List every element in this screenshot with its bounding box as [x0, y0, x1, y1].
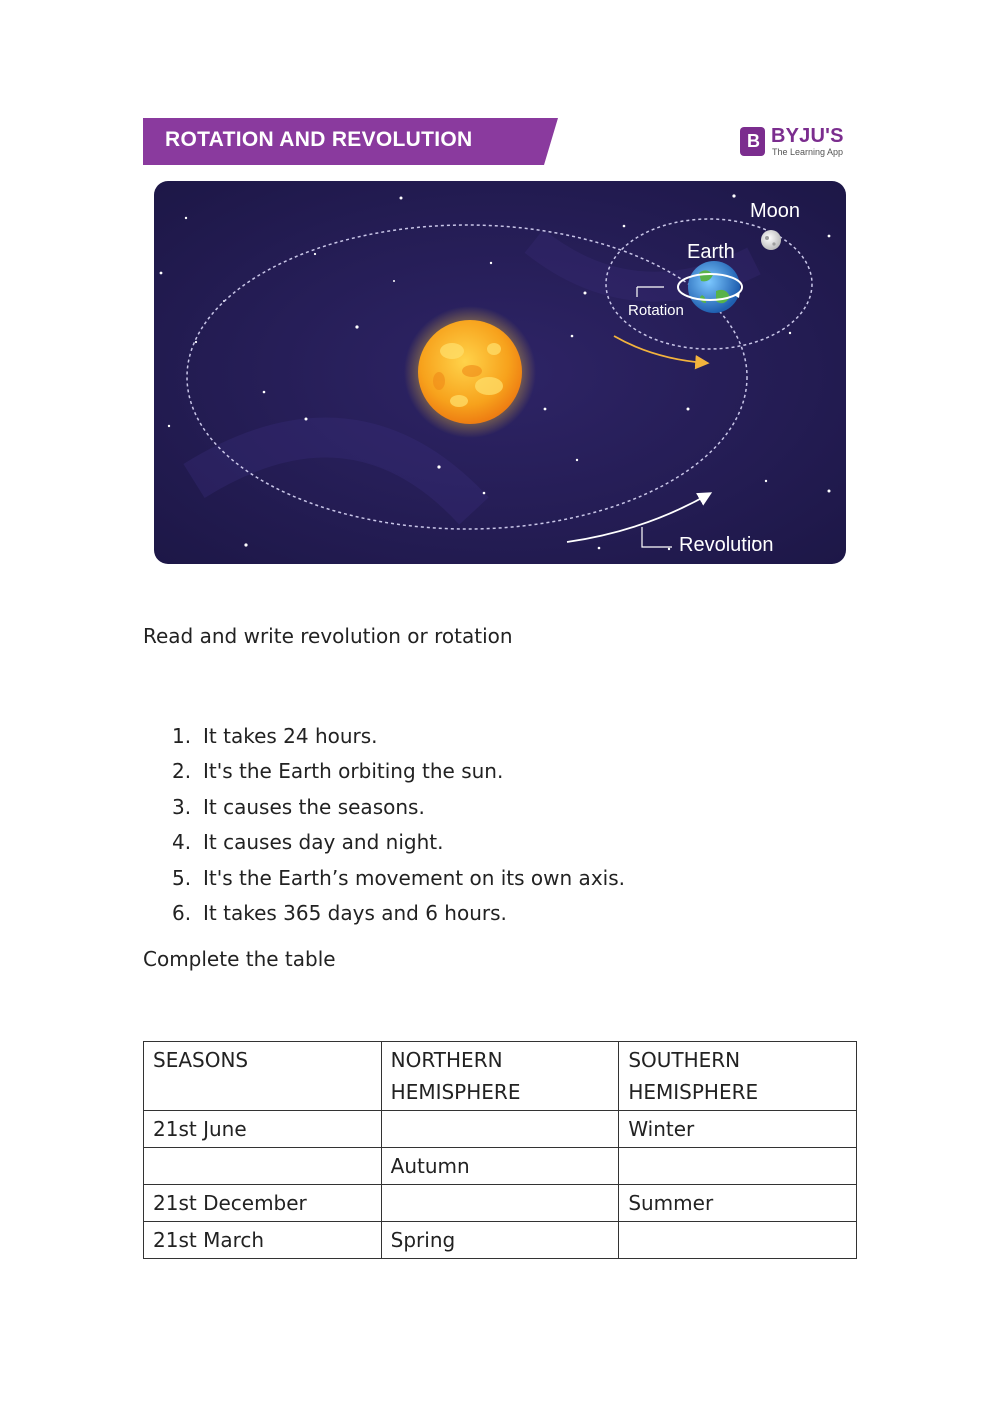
seasons-table [143, 1041, 857, 1259]
header-cell-seasons: SEASONS [144, 1042, 382, 1111]
question-number: 6. [172, 900, 192, 925]
table-cell[interactable] [144, 1148, 382, 1185]
instruction-read-write: Read and write revolution or rotation [143, 624, 513, 648]
moon [761, 230, 781, 250]
list-item [172, 757, 625, 792]
revolution-label: Revolution [679, 534, 774, 556]
space-scene [154, 181, 846, 564]
table-cell[interactable] [619, 1222, 857, 1259]
table-cell: Summer [619, 1185, 857, 1222]
list-item [172, 864, 625, 899]
byjus-logo [740, 126, 860, 160]
header-cell-northern: NORTHERN HEMISPHERE [381, 1042, 619, 1111]
list-item [172, 899, 625, 934]
page-title: ROTATION AND REVOLUTION [165, 128, 473, 151]
table-cell: Winter [619, 1111, 857, 1148]
question-number: 2. [172, 759, 192, 784]
table-header-row [144, 1042, 857, 1111]
table-cell[interactable] [619, 1148, 857, 1185]
question-text: It's the Earth orbiting the sun. [203, 759, 504, 784]
question-text: It causes the seasons. [203, 794, 425, 819]
earth [688, 261, 740, 313]
header-cell-southern: SOUTHERN HEMISPHERE [619, 1042, 857, 1111]
table-cell: Autumn [381, 1148, 619, 1185]
question-number: 4. [172, 830, 192, 855]
header-banner [143, 118, 558, 165]
table-cell: 21st June [144, 1111, 382, 1148]
question-text: It causes day and night. [203, 830, 444, 855]
logo-mark [740, 127, 765, 156]
table-row [144, 1111, 857, 1148]
question-number: 5. [172, 865, 192, 890]
earth-label: Earth [687, 241, 735, 263]
question-text: It's the Earth’s movement on its own axis. [203, 865, 625, 890]
table-cell[interactable] [381, 1111, 619, 1148]
table-row [144, 1148, 857, 1185]
question-number: 3. [172, 794, 192, 819]
table-row [144, 1222, 857, 1259]
table-cell: 21st December [144, 1185, 382, 1222]
table-row [144, 1185, 857, 1222]
moon-label: Moon [750, 200, 801, 222]
solar-system-illustration [154, 181, 846, 564]
question-text: It takes 365 days and 6 hours. [203, 900, 507, 925]
rotation-label: Rotation [628, 302, 684, 319]
logo-mark-letter: B [747, 131, 760, 151]
table-cell[interactable] [381, 1185, 619, 1222]
question-text: It takes 24 hours. [203, 724, 378, 748]
table-cell: Spring [381, 1222, 619, 1259]
question-number: 1. [172, 724, 192, 748]
instruction-complete-table: Complete the table [143, 947, 336, 971]
list-item [172, 722, 625, 757]
logo-name: BYJU'S [771, 125, 844, 147]
logo-tagline: The Learning App [772, 147, 844, 157]
list-item [172, 828, 625, 863]
table-cell: 21st March [144, 1222, 382, 1259]
list-item [172, 793, 625, 828]
question-list [172, 722, 625, 934]
